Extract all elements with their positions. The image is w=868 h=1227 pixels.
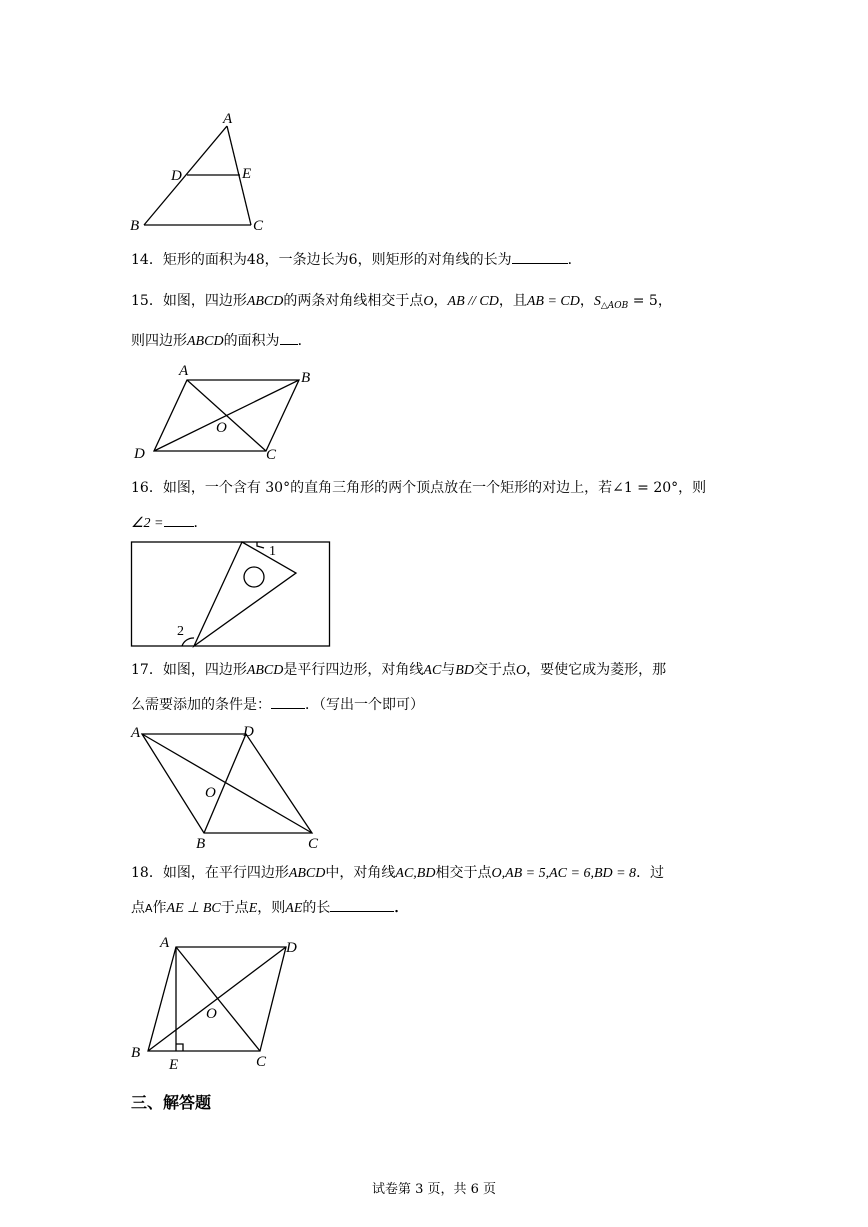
math-area-subscript: △AOB bbox=[600, 301, 629, 311]
question-16-line2 bbox=[131, 512, 208, 534]
rectangle-triangle-figure-q16 bbox=[130, 540, 333, 649]
point-label-e: E bbox=[169, 1057, 179, 1073]
question-end: ． bbox=[297, 333, 312, 349]
question-text: ， bbox=[657, 293, 672, 309]
math-equal: AB = CD bbox=[526, 294, 580, 309]
question-number: 14． bbox=[131, 252, 163, 268]
question-text: ， bbox=[579, 293, 594, 309]
question-15-line2 bbox=[131, 330, 312, 352]
question-text: ，一条边长为 bbox=[264, 252, 349, 268]
parallelogram-figure-q18 bbox=[125, 930, 315, 1075]
question-text: 中，对角线 bbox=[325, 865, 396, 881]
point-label-c: C bbox=[266, 447, 277, 463]
point-label-o: O bbox=[205, 785, 216, 801]
point-label-b: B bbox=[196, 836, 206, 852]
math-ac: AC bbox=[423, 663, 442, 678]
question-17-line2 bbox=[131, 694, 424, 715]
question-text: 么需要添加的条件是： bbox=[131, 697, 271, 713]
question-text: 则四边形 bbox=[131, 333, 187, 349]
point-label-b: B bbox=[131, 1045, 141, 1061]
math-abcd: ABCD bbox=[246, 294, 284, 309]
point-label-d: D bbox=[243, 724, 254, 740]
answer-blank[interactable] bbox=[512, 249, 568, 264]
question-text: 如图，在平行四边形 bbox=[162, 865, 289, 881]
point-label-a: A bbox=[160, 935, 170, 951]
angle-label-1: 1 bbox=[269, 544, 276, 559]
question-text: ，且 bbox=[498, 293, 527, 309]
triangle-figure-ade bbox=[125, 108, 285, 238]
question-text: 点 bbox=[131, 900, 145, 916]
answer-blank[interactable] bbox=[280, 330, 298, 345]
math-o: O bbox=[515, 663, 527, 678]
point-label-o: O bbox=[216, 420, 227, 436]
question-18-line2 bbox=[131, 897, 408, 919]
question-text: 交于点 bbox=[473, 662, 516, 678]
math-angle-2: ∠2 = bbox=[131, 516, 164, 531]
question-15 bbox=[131, 291, 672, 316]
section-heading: 三、解答题 bbox=[131, 1093, 212, 1112]
question-number: 17． bbox=[131, 662, 163, 678]
page-footer: 试卷第 3 页，共 6 页 bbox=[371, 1182, 497, 1197]
question-number: 15． bbox=[131, 293, 163, 309]
math-ae: AE bbox=[285, 901, 303, 916]
math-parallel: AB // CD bbox=[447, 294, 499, 309]
math-point-e: E bbox=[248, 901, 258, 916]
point-label-c: C bbox=[253, 218, 264, 234]
question-text: 的长 bbox=[302, 900, 331, 916]
math-abcd: ABCD bbox=[246, 663, 284, 678]
point-label-a: A bbox=[179, 363, 189, 379]
question-text: 如图，四边形 bbox=[162, 662, 247, 678]
question-text: ，则矩形的对角线的长为 bbox=[357, 252, 512, 268]
math-given-values: O,AB = 5,AC = 6,BD = 8 bbox=[491, 866, 637, 881]
question-text: ，则 bbox=[257, 900, 286, 916]
math-abcd: ABCD bbox=[187, 334, 224, 349]
point-label-d: D bbox=[171, 168, 182, 184]
math-o: O bbox=[423, 294, 434, 309]
question-text: 如图，一个含有 30°的直角三角形的两个顶点放在一个矩形的对边上，若∠1 = 20°，则 bbox=[162, 480, 707, 496]
value-area: 48 bbox=[246, 252, 265, 268]
point-label-e: E bbox=[242, 166, 252, 182]
question-number: 18． bbox=[131, 865, 163, 881]
question-text: 是平行四边形，对角线 bbox=[283, 662, 424, 678]
question-text: 的面积为 bbox=[223, 333, 280, 349]
question-text: 于点 bbox=[220, 900, 249, 916]
question-end: ． bbox=[193, 515, 208, 531]
math-area-value: = 5 bbox=[628, 293, 658, 309]
value-side: 6 bbox=[348, 252, 358, 268]
answer-blank[interactable] bbox=[271, 694, 305, 709]
point-label-d: D bbox=[134, 446, 145, 462]
question-end: ． bbox=[567, 252, 582, 268]
question-number: 16． bbox=[131, 480, 163, 496]
math-bd: BD bbox=[455, 663, 474, 678]
question-16 bbox=[131, 478, 706, 498]
parallelogram-figure-q17 bbox=[125, 718, 335, 853]
point-label-b: B bbox=[301, 370, 311, 386]
math-perpendicular: AE ⊥ BC bbox=[166, 901, 221, 916]
question-end: ． bbox=[394, 900, 409, 916]
angle-label-2: 2 bbox=[177, 624, 184, 639]
answer-blank[interactable] bbox=[330, 897, 394, 912]
point-label-d: D bbox=[286, 940, 297, 956]
question-text: 的两条对角线相交于点 bbox=[283, 293, 424, 309]
math-area-s: S bbox=[593, 294, 601, 309]
point-label-a: A bbox=[223, 111, 233, 127]
question-text: 矩形的面积为 bbox=[162, 252, 247, 268]
question-text: ．（写出一个即可） bbox=[305, 697, 424, 713]
question-text: ，要使它成为菱形，那 bbox=[526, 662, 667, 678]
question-text: 与 bbox=[441, 662, 456, 678]
math-diagonals: AC,BD bbox=[395, 866, 436, 881]
question-18 bbox=[131, 863, 664, 884]
question-text: 作 bbox=[152, 900, 167, 916]
question-text: 如图，四边形 bbox=[162, 293, 247, 309]
point-label-c: C bbox=[308, 836, 319, 852]
parallelogram-figure-q15 bbox=[125, 360, 325, 465]
point-label-a: A bbox=[131, 725, 141, 741]
answer-blank[interactable] bbox=[164, 512, 194, 527]
question-14 bbox=[131, 249, 582, 270]
question-text: ， bbox=[433, 293, 448, 309]
question-text: 相交于点 bbox=[435, 865, 492, 881]
math-abcd: ABCD bbox=[288, 866, 326, 881]
math-point-a: A bbox=[145, 902, 153, 915]
point-label-c: C bbox=[256, 1054, 267, 1070]
point-label-o: O bbox=[206, 1006, 217, 1022]
question-text: ．过 bbox=[636, 865, 665, 881]
point-label-b: B bbox=[130, 218, 140, 234]
question-17 bbox=[131, 660, 666, 681]
